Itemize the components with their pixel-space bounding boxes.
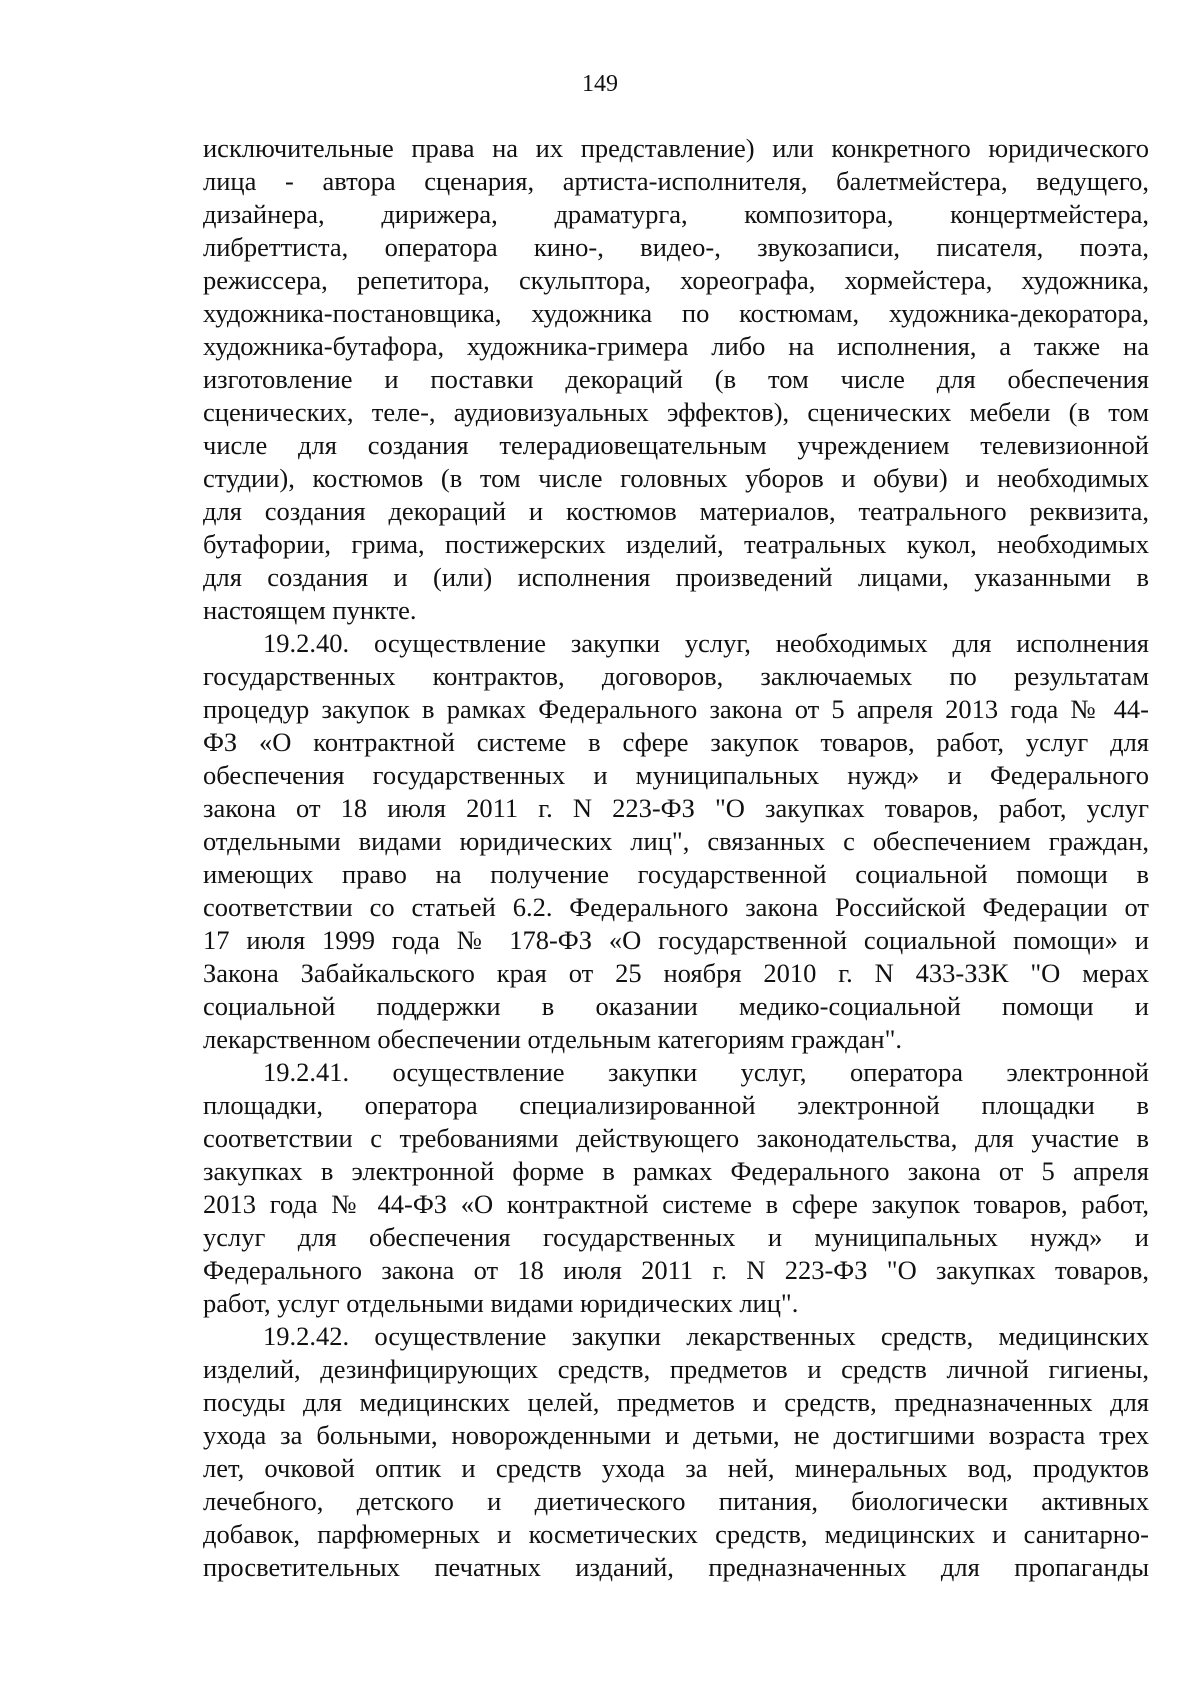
text-line: лечебного, детского и диетического питания, биологически активных	[203, 1486, 1149, 1516]
text-line: просветительных печатных изданий, предназначенных для пропаганды	[203, 1552, 1149, 1582]
text-line: сценических, теле-, аудиовизуальных эффектов), сценических мебели (в том	[203, 397, 1149, 427]
text-line: посуды для медицинских целей, предметов и средств, предназначенных для	[203, 1387, 1149, 1417]
text-line: бутафории, грима, постижерских изделий, театральных кукол, необходимых	[203, 529, 1149, 559]
document-body	[203, 132, 1149, 1584]
text-line: соответствии с требованиями действующего законодательства, для участие в	[203, 1123, 1149, 1153]
text-line: для создания декораций и костюмов материалов, театрального реквизита,	[203, 496, 1149, 526]
text-line: Закона Забайкальского края от 25 ноября 2010 г. N 433-ЗЗК "О мерах	[203, 958, 1149, 988]
text-line: добавок, парфюмерных и косметических средств, медицинских и санитарно-	[203, 1519, 1149, 1549]
text-line: лет, очковой оптик и средств ухода за ней, минеральных вод, продуктов	[203, 1453, 1149, 1483]
text-line: студии), костюмов (в том числе головных уборов и обуви) и необходимых	[203, 463, 1149, 493]
paragraph-19-2-42-first-line: 19.2.42. осуществление закупки лекарственных средств, медицинских	[263, 1321, 1149, 1351]
text-line: имеющих право на получение государственной социальной помощи в	[203, 859, 1149, 889]
text-line: лекарственном обеспечении отдельным категориям граждан".	[203, 1024, 903, 1054]
text-line: для создания и (или) исполнения произведений лицами, указанными в	[203, 562, 1149, 592]
paragraph-19-2-40-first-line: 19.2.40. осуществление закупки услуг, необходимых для исполнения	[263, 628, 1149, 658]
text-line: обеспечения государственных и муниципальных нужд» и Федерального	[203, 760, 1149, 790]
paragraph-19-2-41-first-line: 19.2.41. осуществление закупки услуг, оператора электронной	[263, 1057, 1149, 1087]
text-line: закона от 18 июля 2011 г. N 223-ФЗ "О закупках товаров, работ, услуг	[203, 793, 1149, 823]
text-line: работ, услуг отдельными видами юридических лиц".	[203, 1288, 799, 1318]
text-line: художника-постановщика, художника по костюмам, художника-декоратора,	[203, 298, 1149, 328]
page-number: 149	[582, 71, 618, 97]
text-line: ФЗ «О контрактной системе в сфере закупок товаров, работ, услуг для	[203, 727, 1149, 757]
text-line: режиссера, репетитора, скульптора, хореографа, хормейстера, художника,	[203, 265, 1149, 295]
text-line: исключительные права на их представление) или конкретного юридического	[203, 133, 1149, 163]
text-line: процедур закупок в рамках Федерального закона от 5 апреля 2013 года № 44-	[203, 694, 1149, 724]
text-line: 2013 года № 44-ФЗ «О контрактной системе в сфере закупок товаров, работ,	[203, 1189, 1149, 1219]
text-line: ухода за больными, новорожденными и детьми, не достигшими возраста трех	[203, 1420, 1149, 1450]
text-line: числе для создания телерадиовещательным учреждением телевизионной	[203, 430, 1149, 460]
text-line: лица - автора сценария, артиста-исполнителя, балетмейстера, ведущего,	[203, 166, 1149, 196]
text-line: 17 июля 1999 года № 178-ФЗ «О государственной социальной помощи» и	[203, 925, 1149, 955]
text-line: социальной поддержки в оказании медико-социальной помощи и	[203, 991, 1149, 1021]
text-line: площадки, оператора специализированной электронной площадки в	[203, 1090, 1149, 1120]
text-line: изготовление и поставки декораций (в том числе для обеспечения	[203, 364, 1149, 394]
text-line: либреттиста, оператора кино-, видео-, звукозаписи, писателя, поэта,	[203, 232, 1149, 262]
text-line: соответствии со статьей 6.2. Федерального закона Российской Федерации от	[203, 892, 1149, 922]
text-line: отдельными видами юридических лиц", связанных с обеспечением граждан,	[203, 826, 1149, 856]
text-line: дизайнера, дирижера, драматурга, композитора, концертмейстера,	[203, 199, 1149, 229]
text-line: услуг для обеспечения государственных и муниципальных нужд» и	[203, 1222, 1149, 1252]
text-line: государственных контрактов, договоров, заключаемых по результатам	[203, 661, 1149, 691]
text-line: изделий, дезинфицирующих средств, предметов и средств личной гигиены,	[203, 1354, 1149, 1384]
text-line: настоящем пункте.	[203, 595, 417, 625]
text-line: художника-бутафора, художника-гримера либо на исполнения, а также на	[203, 331, 1149, 361]
text-line: закупках в электронной форме в рамках Федерального закона от 5 апреля	[203, 1156, 1149, 1186]
text-line: Федерального закона от 18 июля 2011 г. N 223-ФЗ "О закупках товаров,	[203, 1255, 1149, 1285]
